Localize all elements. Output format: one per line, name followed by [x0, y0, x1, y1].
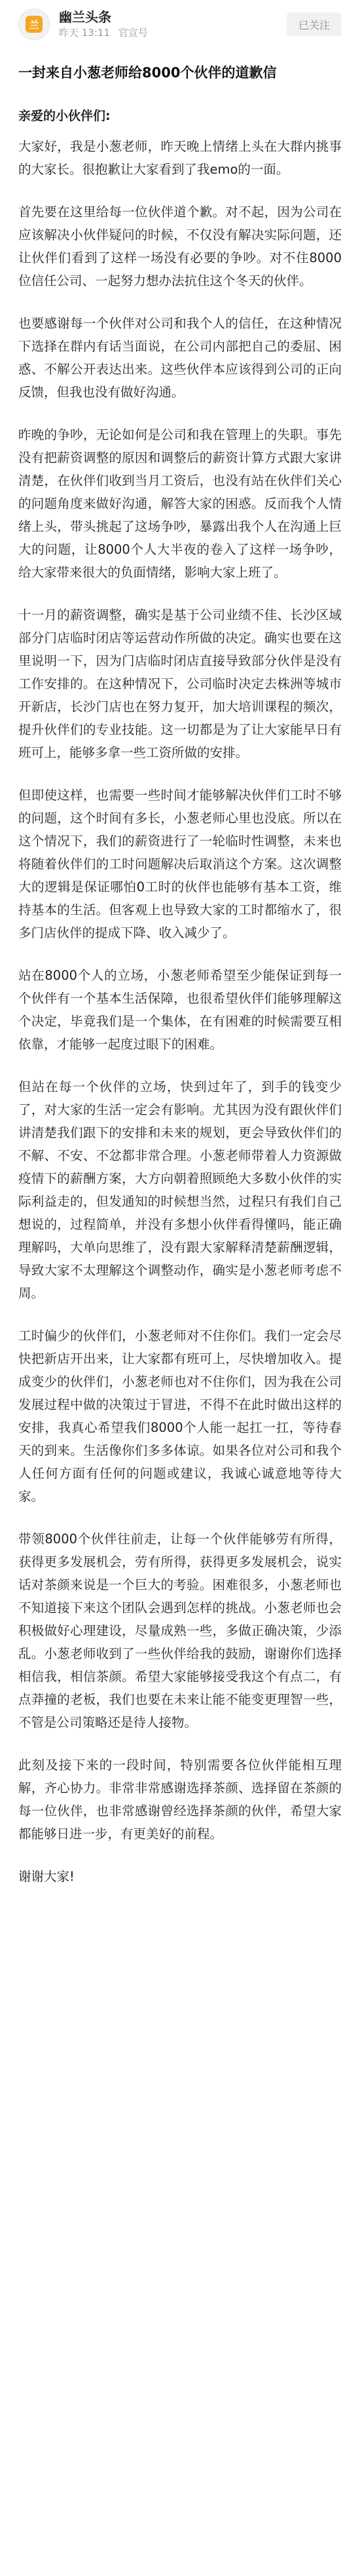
follow-button[interactable]: 已关注 [287, 12, 342, 36]
article-paragraph: 带领8000个伙伴往前走，让每一个伙伴能够劳有所得，获得更多发展机会，劳有所得，获得更多发展机会，说实话对茶颜来说是一个巨大的考验。困难很多，小葱老师也不知道接下来这个团队会遇到怎样的挑战。小葱老师也会积极做好心理建设，尽量成熟一些，多做正确决策，少添乱。小葱老师收到了一些伙伴给我的鼓励，谢谢你们选择相信我，相信茶颜。希望大家能够接受我这个有点二，有点莽撞的老板，我们也要在未来让能不能变更理智一些，不管是公司策略还是待人接物。 [18, 1531, 342, 1730]
article-paragraph: 首先要在这里给每一位伙伴道个歉。对不起，因为公司在应该解决小伙伴疑问的时候，不仅没有解决实际问题，还让伙伴们看到了这样一场没有必要的争吵。对不住8000位信任公司、一起努力想办法抗住这个冬天的伙伴。 [18, 204, 342, 288]
article-paragraph: 但站在每一个伙伴的立场，快到过年了，到手的钱变少了，对大家的生活一定会有影响。尤其因为没有跟伙伴们讲清楚我们跟下的安排和未来的规划，更会导致伙伴们的不解、不安、不忿都非常合理。小葱老师带着人力资源做疫情下的薪酬方案，大方向朝着照顾绝大多数小伙伴的实际利益走的，但发通知的时候想当然，过程只有我们自己想说的，过程简单，并没有多想小伙伴看得懂吗，能正确理解吗，大单向思维了，没有跟大家解释清楚薪酬逻辑，导致大家不太理解这个调整动作，确实是小葱老师考虑不周。 [18, 1079, 342, 1301]
post-time: 昨天 13:11 [59, 27, 110, 39]
author-meta [59, 9, 287, 40]
article-paragraph: 也要感谢每一个伙伴对公司和我个人的信任，在这种情况下选择在群内有话当面说，在公司内部把自己的委屈、困惑、不解公开表达出来。这些伙伴本应该得到公司的正向反馈，但我也没有做好沟通。 [18, 316, 342, 400]
article-paragraph: 此刻及接下来的一段时间，特别需要各位伙伴能相互理解，齐心协力。非常非常感谢选择茶颜、选择留在茶颜的每一位伙伴，也非常感谢曾经选择茶颜的伙伴，希望大家都能够日进一步，有更美好的前程。 [18, 1758, 342, 1841]
closing-line: 谢谢大家! [18, 1869, 75, 1884]
article-paragraph: 但即使这样，也需要一些时间才能够解决伙伴们工时不够的问题，这个时间有多长，小葱老师心里也没底。所以在这个情况下，我们的薪资进行了一轮临时性调整，未来也将随着伙伴们的工时问题解决后取消这个方案。这次调整大的逻辑是保证哪怕0工时的伙伴也能够有基本工资，维持基本的生活。但客观上也导致大家的工时都缩水了，很多门店伙伴的提成下降、收入减少了。 [18, 788, 342, 940]
article-paragraph: 工时偏少的伙伴们，小葱老师对不住你们。我们一定会尽快把新店开出来，让大家都有班可上，尽快增加收入。提成变少的伙伴们，小葱老师也对不住你们，因为我在公司发展过程中做的决策过于冒进，不得不在此时做出这样的安排，我真心希望我们8000个人能一起扛一扛，等待春天的到来。生活像你们多多体谅。如果各位对公司和我个人任何方面有任何的问题或建议，我诚心诚意地等待大家。 [18, 1328, 342, 1504]
author-header [18, 0, 342, 48]
article-paragraph: 大家好，我是小葱老师，昨天晚上情绪上头在大群内挑事的大家长。很抱歉让大家看到了我emo的一面。 [18, 139, 342, 177]
greeting: 亲爱的小伙伴们: [18, 109, 111, 123]
account-tag: 官宣号 [118, 27, 148, 39]
orchid-logo-icon: 兰 [26, 16, 43, 33]
author-name[interactable]: 幽兰头条 [59, 9, 111, 25]
article-paragraph: 昨晚的争吵，无论如何是公司和我在管理上的失职。事先没有把薪资调整的原因和调整后的薪资计算方式跟大家讲清楚，在伙伴们收到当月工资后，也没有站在伙伴们关心的问题角度来做好沟通，解答大家的困惑。反而我个人情绪上头，带头挑起了这场争吵，暴露出我个人在沟通上巨大的问题，让8000个人大半夜的卷入了这样一场争吵，给大家带来很大的负面情绪，影响大家上班了。 [18, 427, 342, 580]
article-paragraph: 站在8000个人的立场，小葱老师希望至少能保证到每一个伙伴有一个基本生活保障，也很希望伙伴们能够理解这个决定，毕竟我们是一个集体，在有困难的时候需要互相依靠，才能够一起度过眼下的困难。 [18, 968, 342, 1052]
avatar[interactable] [18, 9, 50, 40]
article-body [18, 135, 342, 1845]
post-meta [59, 26, 287, 40]
article-paragraph: 十一月的薪资调整，确实是基于公司业绩不佳、长沙区域部分门店临时闭店等运营动作所做的决定。确实也要在这里说明一下，因为门店临时闭店直接导致部分伙伴是没有工作安排的。在这种情况下，公司临时决定去株洲等城市开新店，长沙门店也在努力复开，加大培训课程的频次，提升伙伴们的专业技能。这一切都是为了让大家能早日有班可上，能够多拿一些工资所做的安排。 [18, 607, 342, 760]
article-title: 一封来自小葱老师给8000个伙伴的道歉信 [18, 65, 277, 81]
